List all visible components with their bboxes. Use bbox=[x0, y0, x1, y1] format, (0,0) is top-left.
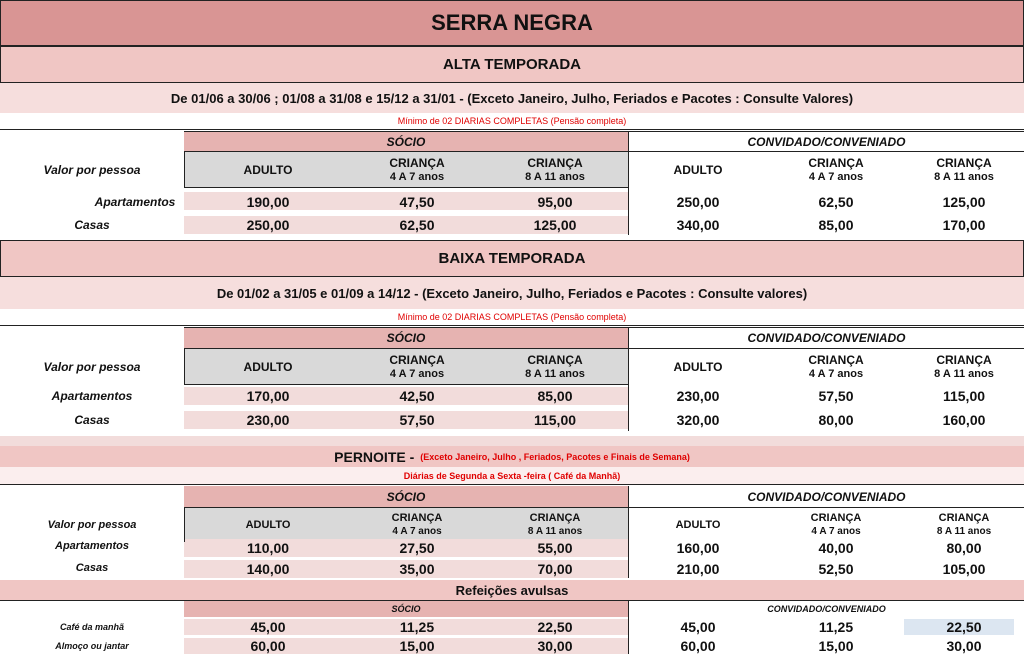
page-title bbox=[0, 0, 1024, 46]
cell-text: 30,00 bbox=[946, 638, 982, 654]
baixa-heading-text: BAIXA TEMPORADA bbox=[438, 250, 586, 267]
cell-text: Casas bbox=[74, 218, 110, 232]
pernoite-socio-header bbox=[184, 486, 628, 508]
cell-text: CRIANÇA bbox=[389, 353, 445, 367]
alta-casas-v2 bbox=[482, 215, 628, 235]
cell-text: CRIANÇA bbox=[527, 353, 583, 367]
pernoite-apt-v4 bbox=[768, 538, 904, 558]
pernoite-exceptions: (Exceto Janeiro, Julho , Feriados, Pacotes e Finais de Semana) bbox=[420, 451, 690, 462]
cell-text: 15,00 bbox=[818, 638, 854, 654]
baixa-casas-v2 bbox=[482, 410, 628, 430]
cell-text: 170,00 bbox=[246, 388, 290, 404]
cell-text: ADULTO bbox=[243, 360, 293, 374]
alta-col-conv-adulto bbox=[628, 152, 768, 188]
alta-socio-header bbox=[184, 131, 628, 152]
baixa-divider bbox=[628, 327, 629, 431]
cell-text: Apartamentos bbox=[51, 389, 133, 403]
baixa-col-conv-crianca-811 bbox=[904, 349, 1024, 385]
pernoite-convidado-header bbox=[628, 486, 1024, 508]
cell-text: 60,00 bbox=[680, 638, 716, 654]
cell-text: 11,25 bbox=[818, 619, 854, 635]
alta-casas-v0 bbox=[184, 215, 352, 235]
cell-text: 47,50 bbox=[399, 194, 435, 210]
baixa-apt-v1 bbox=[352, 386, 482, 406]
alta-heading bbox=[0, 46, 1024, 83]
pernoite-apt-v1 bbox=[352, 538, 482, 558]
pernoite-casas-v3 bbox=[628, 559, 768, 579]
cell-text: 4 A 7 anos bbox=[389, 368, 445, 380]
cell-text: 110,00 bbox=[246, 540, 290, 556]
cell-text: 57,50 bbox=[818, 388, 854, 404]
baixa-table bbox=[0, 326, 1024, 436]
pernoite-heading bbox=[0, 446, 1024, 467]
cell-text: 4 A 7 anos bbox=[392, 526, 442, 537]
alta-convidado-header bbox=[628, 131, 1024, 152]
cell-text: CRIANÇA bbox=[808, 156, 864, 170]
pernoite-note bbox=[0, 467, 1024, 485]
baixa-col-crianca-47 bbox=[352, 349, 482, 385]
cell-text: CRIANÇA bbox=[389, 156, 445, 170]
alta-apt-v3 bbox=[628, 192, 768, 212]
pernoite-table bbox=[0, 485, 1024, 580]
cell-text: CONVIDADO/CONVENIADO bbox=[747, 331, 906, 345]
page-title-text: SERRA NEGRA bbox=[431, 10, 593, 35]
cell-text: SÓCIO bbox=[386, 489, 426, 504]
refeicoes-cafe-v2 bbox=[482, 618, 628, 636]
baixa-period bbox=[0, 277, 1024, 309]
cell-text: 320,00 bbox=[676, 412, 720, 428]
pernoite-heading-text: PERNOITE - bbox=[334, 448, 415, 465]
alta-convidado-label: CONVIDADO/CONVENIADO bbox=[747, 134, 906, 149]
pernoite-row-label bbox=[0, 558, 184, 578]
cell-text: 140,00 bbox=[246, 561, 290, 577]
refeicoes-cafe-v3 bbox=[628, 618, 768, 636]
pernoite-row-label bbox=[0, 536, 184, 556]
cell-text: CRIANÇA bbox=[391, 512, 443, 524]
alta-heading-text: ALTA TEMPORADA bbox=[442, 56, 582, 73]
baixa-casas-v3 bbox=[628, 410, 768, 430]
cell-text: 60,00 bbox=[250, 638, 286, 654]
alta-col-crianca-47 bbox=[352, 152, 482, 188]
baixa-period-text: De 01/02 a 31/05 e 01/09 a 14/12 - (Exceto Janeiro, Julho, Feriados e Pacotes : Consulte valores) bbox=[216, 285, 808, 301]
cell-text: ADULTO bbox=[673, 360, 723, 374]
cell-text: 57,50 bbox=[399, 412, 435, 428]
pernoite-casas-v0 bbox=[184, 559, 352, 579]
cell-text: 8 A 11 anos bbox=[527, 526, 583, 537]
cell-text: 230,00 bbox=[676, 388, 720, 404]
cell-text: 35,00 bbox=[399, 561, 435, 577]
pernoite-col-crianca-811 bbox=[482, 508, 628, 542]
refeicoes-cafe-v5 bbox=[904, 618, 1024, 636]
baixa-socio-header bbox=[184, 327, 628, 349]
refeicoes-socio-header bbox=[184, 601, 628, 617]
cell-text: 210,00 bbox=[676, 561, 720, 577]
cell-text: ADULTO bbox=[673, 163, 723, 177]
refeicoes-row-label bbox=[0, 637, 184, 655]
cell-text: CRIANÇA bbox=[527, 156, 583, 170]
baixa-col-conv-adulto bbox=[628, 349, 768, 385]
cell-text: Café da manhã bbox=[59, 622, 125, 632]
refeicoes-almoco-v0 bbox=[184, 637, 352, 655]
cell-text: CRIANÇA bbox=[936, 156, 992, 170]
cell-text: 55,00 bbox=[537, 540, 573, 556]
refeicoes-cafe-v1 bbox=[352, 618, 482, 636]
baixa-apt-v5 bbox=[904, 386, 1024, 406]
cell-text: 27,50 bbox=[399, 540, 435, 556]
baixa-casas-v5 bbox=[904, 410, 1024, 430]
cell-text: Valor por pessoa bbox=[43, 360, 141, 374]
cell-text: 170,00 bbox=[942, 217, 986, 233]
refeicoes-cafe-v4 bbox=[768, 618, 904, 636]
cell-text: 22,50 bbox=[946, 619, 982, 635]
cell-text: 105,00 bbox=[942, 561, 986, 577]
refeicoes-row-label bbox=[0, 618, 184, 636]
alta-casas-v1 bbox=[352, 215, 482, 235]
cell-text: Casas bbox=[74, 413, 110, 427]
cell-text: Almoço ou jantar bbox=[55, 641, 129, 651]
pernoite-col-conv-crianca-811 bbox=[904, 508, 1024, 542]
cell-text: CONVIDADO/CONVENIADO bbox=[747, 489, 906, 504]
cell-text: 85,00 bbox=[537, 388, 573, 404]
cell-text: 4 A 7 anos bbox=[389, 171, 445, 183]
baixa-note-text: Mínimo de 02 DIARIAS COMPLETAS (Pensão completa) bbox=[397, 312, 627, 322]
pernoite-casas-v2 bbox=[482, 559, 628, 579]
alta-valor-label bbox=[0, 152, 184, 188]
cell-text: 70,00 bbox=[537, 561, 573, 577]
cell-text: 85,00 bbox=[818, 217, 854, 233]
baixa-col-crianca-811 bbox=[482, 349, 628, 385]
cell-text: CRIANÇA bbox=[810, 512, 862, 524]
pernoite-note-text: Diárias de Segunda a Sexta -feira ( Café da Manhã) bbox=[403, 470, 621, 481]
baixa-casas-v0 bbox=[184, 410, 352, 430]
alta-apt-v1 bbox=[352, 192, 482, 212]
pernoite-apt-v5 bbox=[904, 538, 1024, 558]
cell-text: 230,00 bbox=[246, 412, 290, 428]
cell-text: SÓCIO bbox=[386, 331, 426, 345]
cell-text: Casas bbox=[75, 562, 109, 574]
baixa-heading bbox=[0, 240, 1024, 277]
cell-text: CRIANÇA bbox=[936, 353, 992, 367]
alta-col-conv-crianca-47 bbox=[768, 152, 904, 188]
cell-text: ADULTO bbox=[675, 519, 721, 531]
refeicoes-convidado-header bbox=[628, 601, 1024, 617]
alta-casas-v3 bbox=[628, 215, 768, 235]
alta-table bbox=[0, 130, 1024, 238]
alta-casas-v5 bbox=[904, 215, 1024, 235]
pernoite-col-adulto bbox=[184, 508, 352, 542]
cell-text: 250,00 bbox=[246, 217, 290, 233]
alta-apt-v0 bbox=[184, 192, 352, 212]
refeicoes-almoco-v5 bbox=[904, 637, 1024, 655]
pernoite-col-conv-adulto bbox=[628, 508, 768, 542]
cell-text: Apartamentos bbox=[55, 540, 129, 552]
refeicoes-almoco-v3 bbox=[628, 637, 768, 655]
pernoite-casas-v5 bbox=[904, 559, 1024, 579]
baixa-apt-v0 bbox=[184, 386, 352, 406]
cell-text: 22,50 bbox=[537, 619, 573, 635]
cell-text: 8 A 11 anos bbox=[936, 526, 992, 537]
cell-text: CONVIDADO/CONVENIADO bbox=[767, 604, 886, 614]
baixa-convidado-header bbox=[628, 327, 1024, 349]
alta-divider-left bbox=[184, 152, 185, 188]
cell-text: 30,00 bbox=[537, 638, 573, 654]
cell-text: 160,00 bbox=[676, 540, 720, 556]
cell-text: ADULTO bbox=[243, 163, 293, 177]
alta-col-crianca-811 bbox=[482, 152, 628, 188]
baixa-divider-left bbox=[184, 349, 185, 385]
refeicoes-heading bbox=[0, 580, 1024, 601]
alta-socio-label: SÓCIO bbox=[386, 134, 426, 149]
cell-text: 80,00 bbox=[946, 540, 982, 556]
cell-text: CRIANÇA bbox=[808, 353, 864, 367]
refeicoes-divider bbox=[628, 601, 629, 654]
cell-text: 340,00 bbox=[676, 217, 720, 233]
pernoite-col-crianca-47 bbox=[352, 508, 482, 542]
baixa-apt-v3 bbox=[628, 386, 768, 406]
pernoite-col-conv-crianca-47 bbox=[768, 508, 904, 542]
cell-text: 8 A 11 anos bbox=[934, 368, 994, 380]
cell-text: 8 A 11 anos bbox=[525, 171, 585, 183]
cell-text: 40,00 bbox=[818, 540, 854, 556]
cell-text: 250,00 bbox=[676, 194, 720, 210]
cell-text: 42,50 bbox=[399, 388, 435, 404]
cell-text: CRIANÇA bbox=[529, 512, 581, 524]
cell-text: 4 A 7 anos bbox=[808, 368, 864, 380]
cell-text: 8 A 11 anos bbox=[525, 368, 585, 380]
refeicoes-almoco-v2 bbox=[482, 637, 628, 655]
cell-text: 190,00 bbox=[246, 194, 290, 210]
cell-text: 80,00 bbox=[818, 412, 854, 428]
alta-valor-text: Valor por pessoa bbox=[43, 163, 141, 177]
cell-text: 11,25 bbox=[399, 619, 435, 635]
baixa-col-conv-crianca-47 bbox=[768, 349, 904, 385]
cell-text: 115,00 bbox=[533, 412, 577, 428]
alta-note bbox=[0, 113, 1024, 130]
baixa-note bbox=[0, 309, 1024, 326]
alta-casas-v4 bbox=[768, 215, 904, 235]
cell-text: 125,00 bbox=[533, 217, 577, 233]
baixa-valor-label bbox=[0, 349, 184, 385]
cell-text: 52,50 bbox=[818, 561, 854, 577]
pernoite-apt-v3 bbox=[628, 538, 768, 558]
pernoite-divider-left bbox=[184, 508, 185, 542]
alta-period bbox=[0, 83, 1024, 113]
cell-text: CRIANÇA bbox=[938, 512, 990, 524]
pernoite-top-band bbox=[0, 436, 1024, 446]
alta-apt-v5 bbox=[904, 192, 1024, 212]
alta-period-text: De 01/06 a 30/06 ; 01/08 a 31/08 e 15/12 a 31/01 - (Exceto Janeiro, Julho, Feriados e Pacotes : Consulte Valores) bbox=[170, 90, 854, 106]
alta-note-text: Mínimo de 02 DIARIAS COMPLETAS (Pensão completa) bbox=[397, 116, 627, 126]
refeicoes-heading-text: Refeições avulsas bbox=[455, 582, 569, 598]
cell-text: 62,50 bbox=[818, 194, 854, 210]
cell-text: 62,50 bbox=[399, 217, 435, 233]
alta-apt-v4 bbox=[768, 192, 904, 212]
refeicoes-table bbox=[0, 601, 1024, 654]
alta-col-conv-crianca-811 bbox=[904, 152, 1024, 188]
refeicoes-almoco-v1 bbox=[352, 637, 482, 655]
baixa-row-label bbox=[0, 410, 184, 430]
cell-text: 160,00 bbox=[942, 412, 986, 428]
cell-text: 115,00 bbox=[942, 388, 986, 404]
baixa-apt-v4 bbox=[768, 386, 904, 406]
pernoite-casas-v1 bbox=[352, 559, 482, 579]
pernoite-casas-v4 bbox=[768, 559, 904, 579]
baixa-casas-v1 bbox=[352, 410, 482, 430]
cell-text: 15,00 bbox=[399, 638, 435, 654]
cell-text: 95,00 bbox=[537, 194, 573, 210]
baixa-row-label bbox=[0, 386, 184, 406]
refeicoes-cafe-v0 bbox=[184, 618, 352, 636]
cell-text: 125,00 bbox=[942, 194, 986, 210]
cell-text: SÓCIO bbox=[391, 604, 421, 614]
cell-text: 45,00 bbox=[680, 619, 716, 635]
alta-row-label bbox=[0, 215, 184, 235]
cell-text: 4 A 7 anos bbox=[811, 526, 861, 537]
cell-text: 4 A 7 anos bbox=[808, 171, 864, 183]
alta-divider bbox=[628, 131, 629, 235]
cell-text: 8 A 11 anos bbox=[934, 171, 994, 183]
baixa-casas-v4 bbox=[768, 410, 904, 430]
cell-text: Apartamentos bbox=[94, 195, 176, 209]
cell-text: Valor por pessoa bbox=[47, 519, 137, 531]
baixa-col-adulto bbox=[184, 349, 352, 385]
cell-text: ADULTO bbox=[245, 519, 291, 531]
alta-col-adulto bbox=[184, 152, 352, 188]
cell-text: 45,00 bbox=[250, 619, 286, 635]
baixa-apt-v2 bbox=[482, 386, 628, 406]
pernoite-divider bbox=[628, 486, 629, 578]
alta-apt-v2 bbox=[482, 192, 628, 212]
refeicoes-almoco-v4 bbox=[768, 637, 904, 655]
pernoite-apt-v2 bbox=[482, 538, 628, 558]
pernoite-apt-v0 bbox=[184, 538, 352, 558]
